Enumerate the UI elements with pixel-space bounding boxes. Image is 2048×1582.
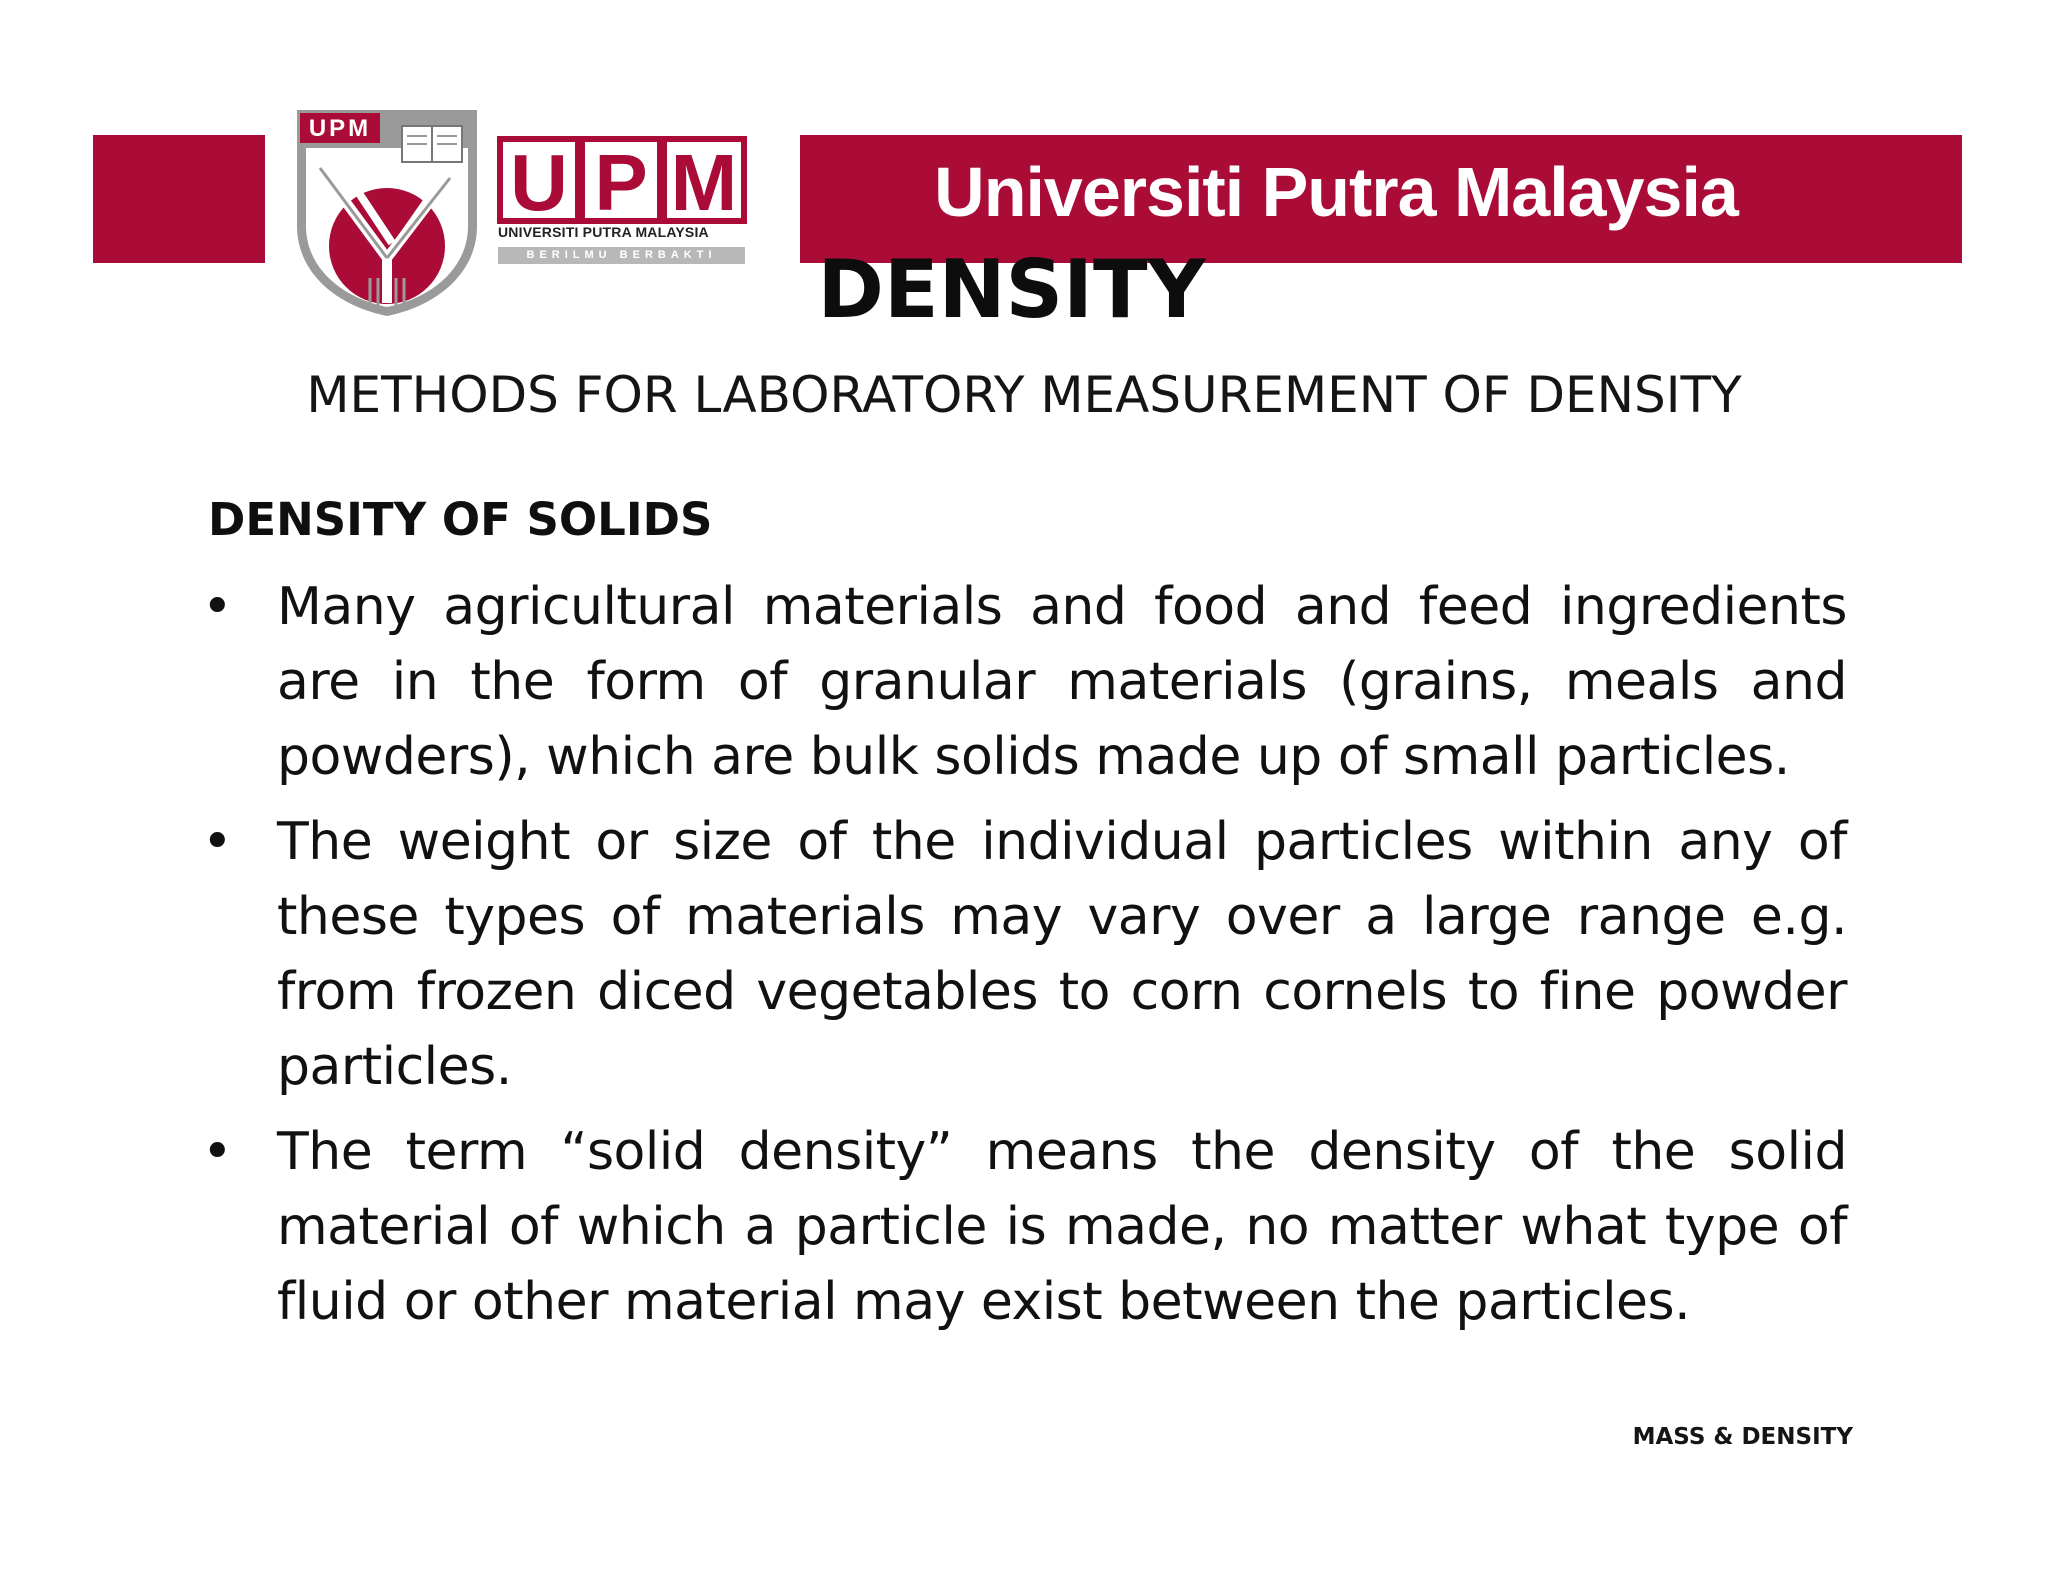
svg-text:M: M [670, 138, 738, 224]
logo-motto: BERILMU BERBAKTI [498, 247, 745, 264]
svg-text:U: U [510, 138, 568, 224]
bullet-list [202, 570, 1847, 1350]
svg-text:UPM: UPM [308, 115, 372, 142]
bullet-marker: • [202, 1122, 233, 1182]
bullet-marker: • [202, 577, 233, 637]
bullet-item [202, 570, 1847, 795]
university-name: Universiti Putra Malaysia [934, 153, 1738, 231]
bullet-text: Many agricultural materials and food and feed ingredients are in the form of granular materials (grains, meals and powders), which are bulk solids made up of small particles. [277, 577, 1847, 787]
logo-subtitle: UNIVERSITI PUTRA MALAYSIA [498, 224, 709, 240]
bullet-text: The weight or size of the individual particles within any of these types of materials may vary over a large range e.g. from frozen diced vegetables to corn cornels to fine powder particles. [277, 812, 1847, 1097]
slide-subtitle: METHODS FOR LABORATORY MEASUREMENT OF DENSITY [306, 366, 1742, 424]
slide-title-text: DENSITY [817, 243, 1206, 336]
bullet-text: The term “solid density” means the density of the solid material of which a particle is made, no matter what type of fluid or other material may exist between the particles. [277, 1122, 1847, 1332]
bullet-item [202, 1115, 1847, 1340]
slide-title [0, 240, 2048, 340]
svg-text:P: P [594, 138, 648, 224]
slide-footer: MASS & DENSITY [1632, 1424, 1853, 1450]
section-heading: DENSITY OF SOLIDS [208, 493, 713, 546]
upm-wordmark-logo [497, 136, 747, 224]
bullet-marker: • [202, 812, 233, 872]
bullet-item [202, 805, 1847, 1105]
